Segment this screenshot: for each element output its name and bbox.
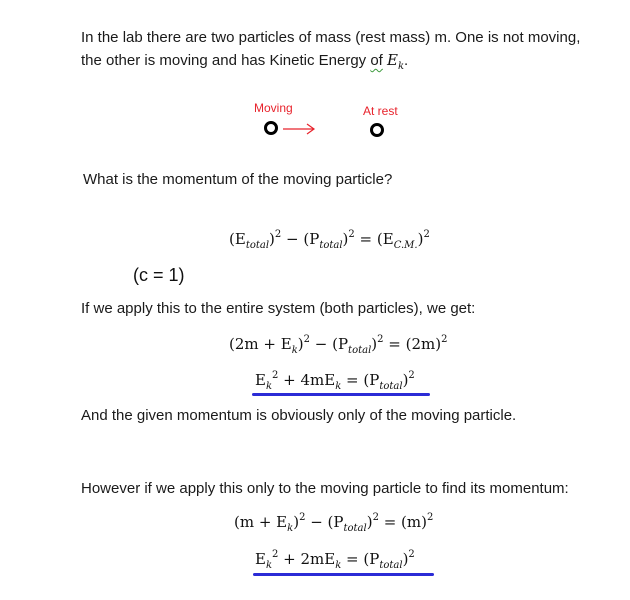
moving-equation-1 [234, 512, 434, 534]
eq-exp: 2 [427, 512, 434, 523]
eq-term: ) [402, 550, 409, 568]
eq-sub: total [348, 345, 372, 356]
eq-term: − (P [281, 230, 320, 248]
eq-term: ) [402, 371, 409, 389]
system-equation-2 [255, 370, 415, 392]
intro-period: . [404, 52, 409, 69]
eq-term: − (P [309, 335, 349, 353]
eq-exp: 2 [272, 549, 279, 560]
symbol-e: E [387, 51, 398, 69]
question-text: What is the momentum of the moving particle? [83, 171, 393, 188]
eq-term: = (m) [378, 513, 427, 531]
eq-exp: 2 [303, 334, 310, 345]
eq-term: − (P [305, 513, 344, 531]
eq-sub: total [379, 560, 403, 571]
invariant-mass-equation [229, 229, 430, 251]
eq-exp: 2 [372, 512, 379, 523]
eq-term: = (P [341, 371, 380, 389]
eq-term: ) [293, 513, 300, 531]
system-intro-text: If we apply this to the entire system (both particles), we get: [81, 300, 476, 317]
eq-sub: total [379, 381, 403, 392]
eq-term: ) [297, 335, 304, 353]
eq-term: = (P [341, 550, 380, 568]
intro-line-2 [81, 49, 408, 72]
velocity-arrow-icon [283, 122, 317, 136]
eq-exp: 2 [423, 229, 430, 240]
eq-term: ) [342, 230, 349, 248]
eq-sub: k [335, 381, 342, 392]
eq-term: (2m + E [229, 335, 292, 353]
eq-term: = (2m) [383, 335, 442, 353]
eq-exp: 2 [348, 229, 355, 240]
moving-equation-2 [255, 549, 415, 571]
eq-term: E [255, 550, 266, 568]
eq-sub: total [343, 523, 367, 534]
eq-term: + 4mE [278, 371, 336, 389]
eq-term: ) [371, 335, 378, 353]
system-equation-1 [229, 334, 448, 356]
eq-sub: k [335, 560, 342, 571]
eq-term: ) [366, 513, 373, 531]
eq-term: (E [229, 230, 246, 248]
eq-sub: total [245, 240, 270, 251]
eq-exp: 2 [408, 370, 415, 381]
at-rest-label: At rest [363, 104, 398, 118]
rest-particle-icon [370, 123, 384, 137]
eq-term: (m + E [234, 513, 288, 531]
spellcheck-word: of [370, 52, 383, 69]
intro-line-1: In the lab there are two particles of mass (rest mass) m. One is not moving, [81, 29, 581, 46]
moving-result-underline [253, 573, 434, 576]
system-result-underline [252, 393, 430, 396]
eq-sub: k [265, 381, 273, 392]
eq-term: E [255, 371, 266, 389]
intro-line-2-prefix: the other is moving and has Kinetic Energy [81, 52, 371, 69]
eq-term: = (E [354, 230, 394, 248]
moving-particle-icon [264, 121, 278, 135]
eq-term: ) [269, 230, 275, 248]
eq-exp: 2 [299, 512, 306, 523]
eq-sub: C.M. [393, 240, 418, 251]
eq-sub: k [291, 345, 298, 356]
eq-exp: 2 [441, 334, 448, 345]
eq-sub: k [287, 523, 294, 534]
eq-term: ) [417, 230, 424, 248]
kinetic-energy-symbol [387, 51, 405, 72]
eq-sub: k [265, 560, 273, 571]
moving-intro-text: However if we apply this only to the moving particle to find its momentum: [81, 480, 569, 497]
eq-sub: total [319, 240, 343, 251]
eq-exp: 2 [377, 334, 384, 345]
moving-label: Moving [254, 101, 293, 115]
units-note: (c = 1) [133, 265, 185, 285]
eq-term: + 2mE [278, 550, 336, 568]
eq-exp: 2 [274, 229, 282, 240]
system-note-text: And the given momentum is obviously only of the moving particle. [81, 407, 517, 424]
symbol-sub-k: k [397, 61, 405, 72]
eq-exp: 2 [408, 549, 415, 560]
eq-exp: 2 [272, 370, 279, 381]
